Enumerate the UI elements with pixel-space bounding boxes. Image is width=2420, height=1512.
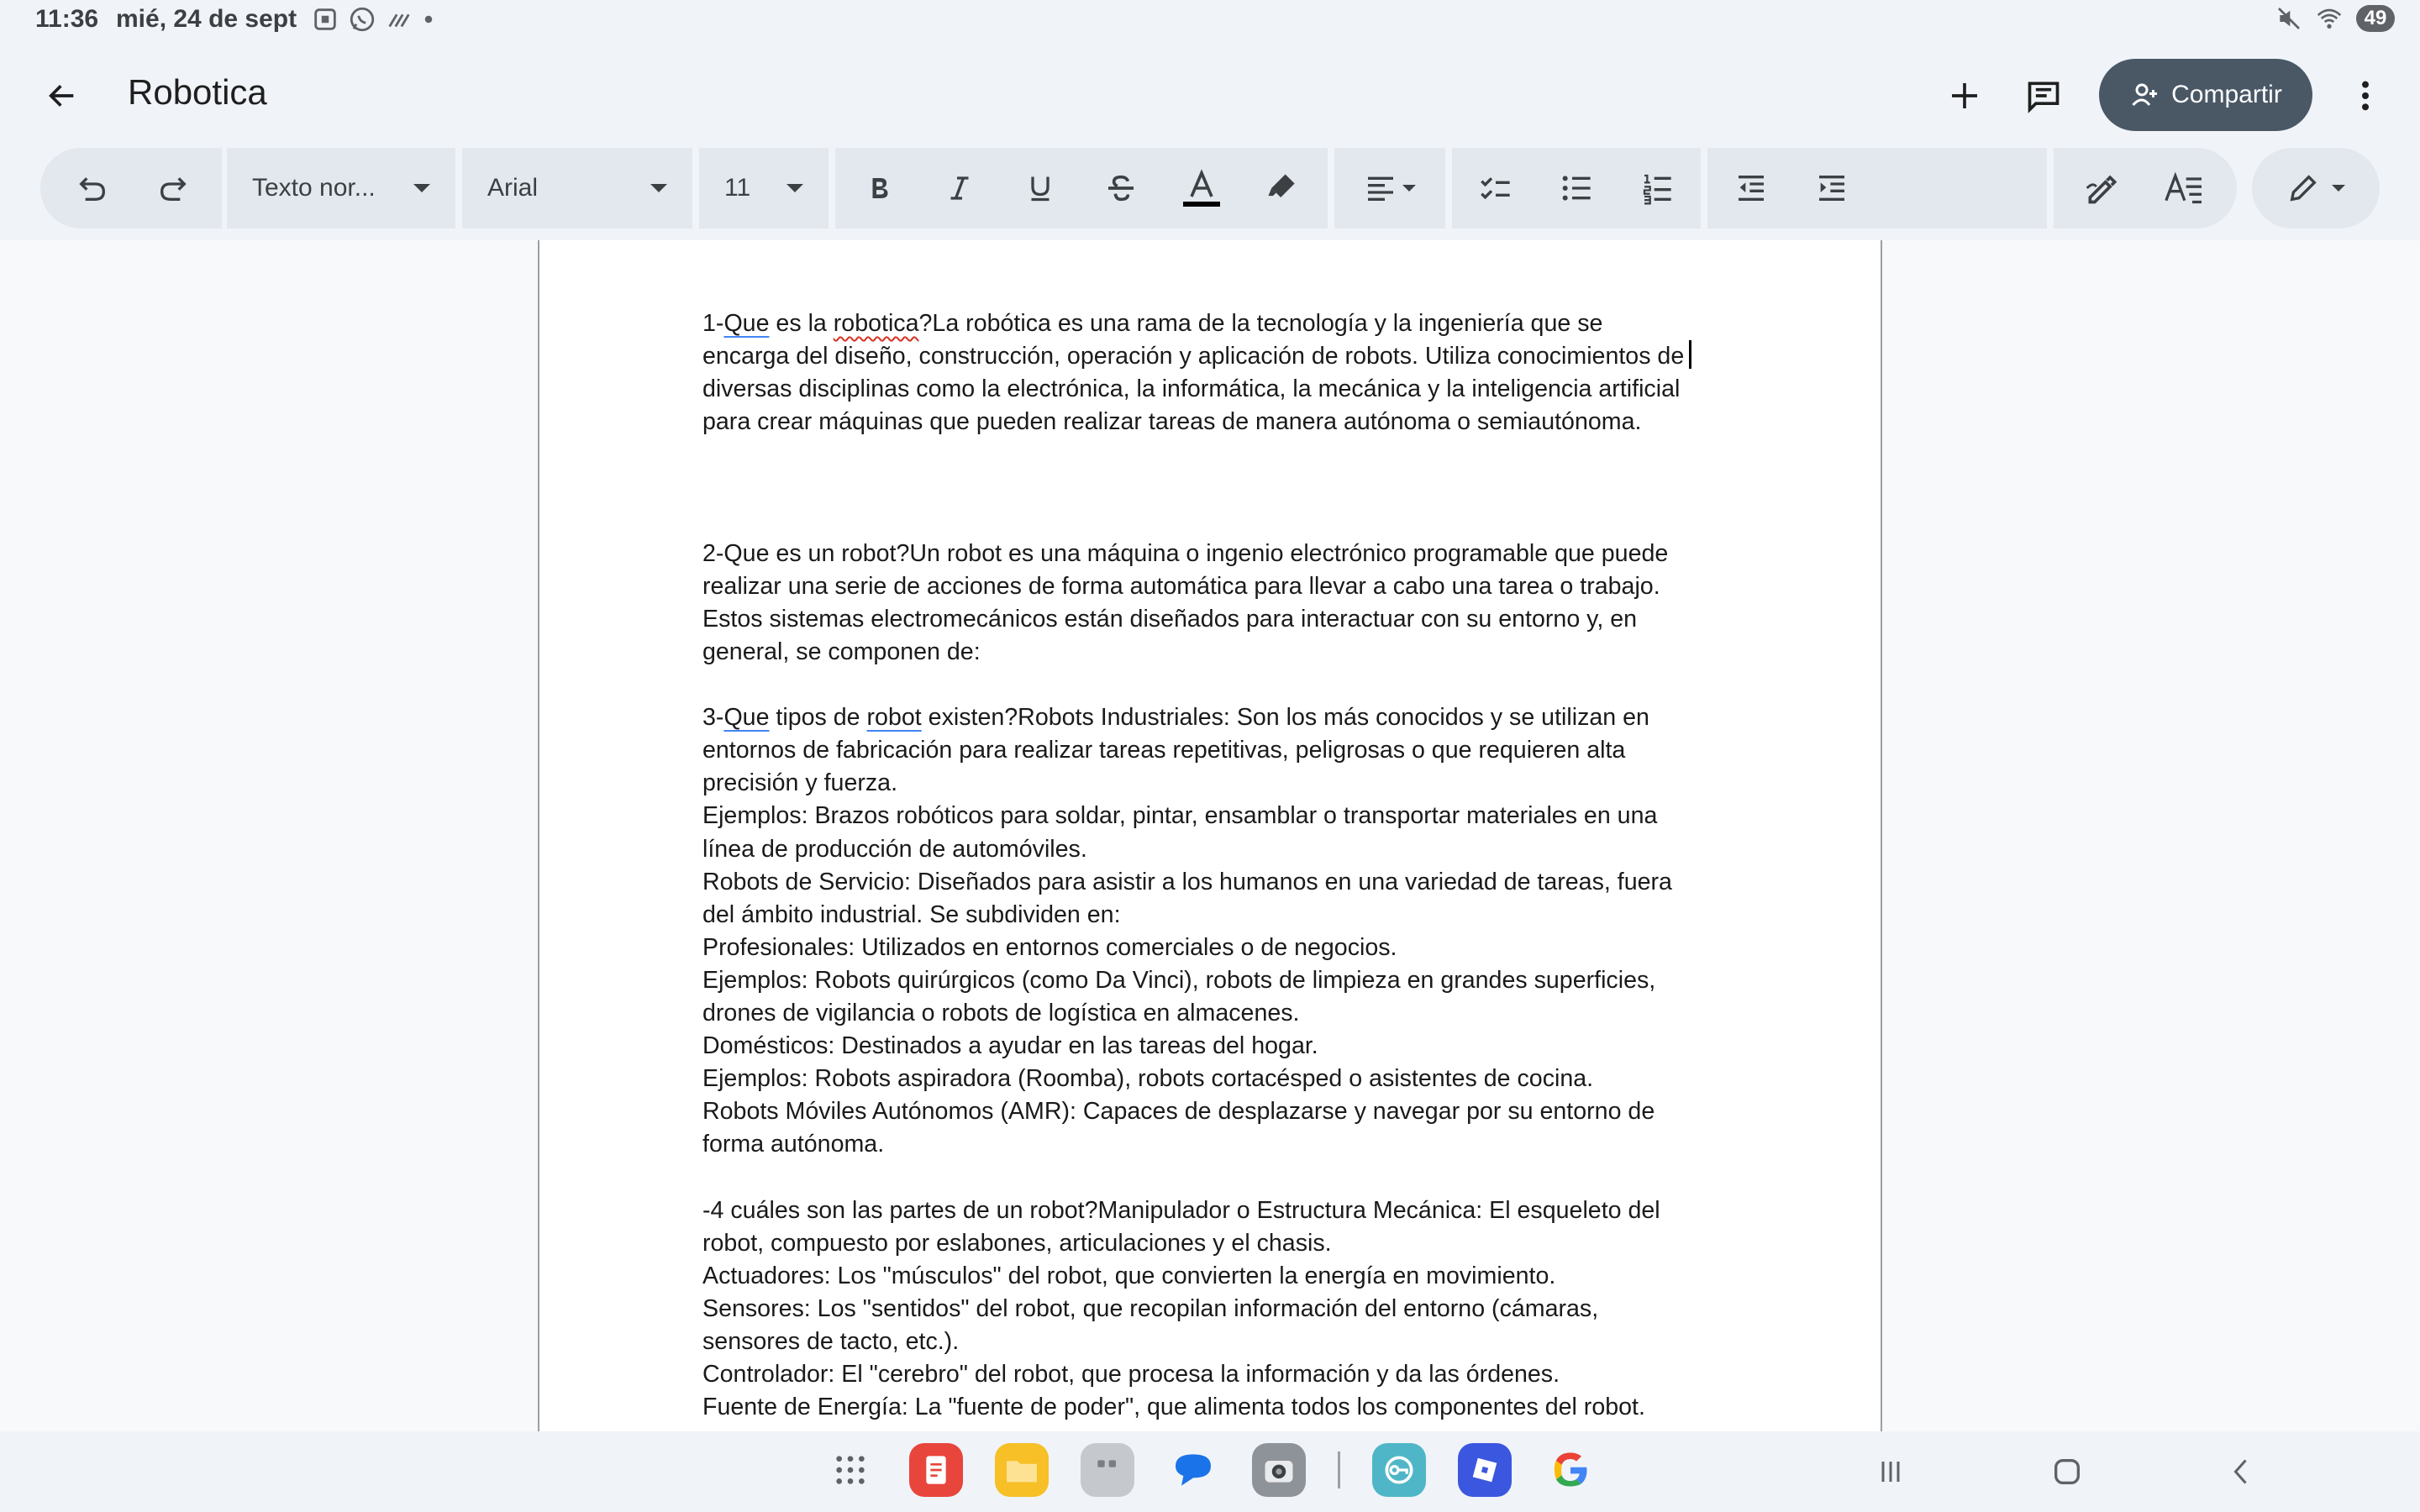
grammar-suggestion[interactable]: Que bbox=[723, 704, 770, 732]
numbered-list-button[interactable] bbox=[1617, 148, 1697, 228]
chevron-down-icon bbox=[2332, 185, 2345, 192]
chevron-left-icon bbox=[2227, 1455, 2257, 1488]
wifi-icon bbox=[2314, 5, 2344, 32]
paragraph-style-dropdown[interactable] bbox=[227, 148, 455, 228]
indent-group bbox=[1707, 148, 2047, 228]
paragraph-1: 1-Que es la robotica?La robótica es una rama de la tecnología y la ingeniería que se encarga del diseño, construcción, operación y aplicación de robots. Utiliza conocimientos de diversas disciplinas como la electrónica, la informática, la mecánica y la inteligencia artificial para crear máquinas que pueden realizar tareas de manera autónoma o semiautónoma. bbox=[702, 307, 1736, 438]
paragraph-style-label: Texto nor... bbox=[252, 174, 376, 202]
bulleted-list-button[interactable] bbox=[1536, 148, 1617, 228]
home-button[interactable] bbox=[2040, 1450, 2094, 1494]
text-format-group bbox=[835, 148, 1328, 228]
status-bar bbox=[0, 0, 2420, 44]
history-group bbox=[40, 148, 222, 228]
camera-app-icon[interactable] bbox=[1252, 1443, 1306, 1497]
document-body[interactable] bbox=[702, 307, 1736, 1424]
redo-button[interactable] bbox=[133, 148, 213, 228]
mute-icon bbox=[2275, 5, 2302, 32]
undo-icon bbox=[76, 171, 109, 205]
text-cursor bbox=[1689, 340, 1691, 369]
text-style-button[interactable] bbox=[2143, 148, 2223, 228]
notification-icons bbox=[311, 5, 435, 34]
extra-tools-group bbox=[2054, 148, 2237, 228]
more-vert-icon bbox=[2360, 79, 2370, 113]
paragraph-2: 2-Que es un robot?Un robot es una máquina o ingenio electrónico programable que puede realizar una serie de acciones de forma automática para llevar a cabo una tarea o trabajo. Estos sistemas electromecánicos están diseñados para interactuar con su entorno y, en general, se componen de: bbox=[702, 539, 1669, 665]
battery-indicator: 49 bbox=[2356, 5, 2395, 32]
font-family-dropdown[interactable] bbox=[462, 148, 692, 228]
spelling-error[interactable]: robotica bbox=[833, 310, 919, 337]
comments-button[interactable] bbox=[2017, 69, 2070, 123]
share-button[interactable] bbox=[2099, 59, 2312, 131]
share-label: Compartir bbox=[2171, 81, 2282, 108]
grammar-suggestion[interactable]: robot bbox=[866, 704, 922, 732]
wifi-calling-icon bbox=[385, 5, 413, 34]
redo-icon bbox=[156, 171, 190, 205]
more-options-button[interactable] bbox=[2344, 69, 2386, 123]
apps-grid-icon[interactable] bbox=[823, 1443, 877, 1497]
comment-icon bbox=[2025, 77, 2062, 114]
recents-icon bbox=[1874, 1457, 1907, 1487]
underline-button[interactable] bbox=[1000, 148, 1081, 228]
plus-icon bbox=[1948, 79, 1981, 113]
whatsapp-icon bbox=[348, 5, 376, 34]
files-app-icon[interactable] bbox=[995, 1443, 1049, 1497]
document-canvas[interactable] bbox=[0, 240, 2420, 1431]
increase-indent-icon bbox=[1815, 171, 1849, 205]
italic-button[interactable] bbox=[919, 148, 1000, 228]
bold-icon bbox=[864, 171, 894, 205]
text-color-icon bbox=[1181, 168, 1222, 208]
strikethrough-icon bbox=[1104, 171, 1138, 205]
app-dock bbox=[823, 1443, 1597, 1497]
bold-button[interactable] bbox=[839, 148, 919, 228]
chevron-down-icon bbox=[413, 184, 430, 192]
highlighter-icon bbox=[1264, 170, 1301, 207]
font-size-dropdown[interactable] bbox=[699, 148, 829, 228]
roblox-app-icon[interactable] bbox=[1458, 1443, 1512, 1497]
messages-app-icon[interactable] bbox=[1166, 1443, 1220, 1497]
arrow-back-icon bbox=[45, 79, 79, 113]
font-size-label: 11 bbox=[724, 174, 751, 202]
grammar-suggestion[interactable]: Que bbox=[723, 310, 770, 337]
add-person-icon bbox=[2129, 80, 2160, 110]
paragraph-4: -4 cuáles son las partes de un robot?Manipulador o Estructura Mecánica: El esqueleto del robot, compuesto por eslabones, articulaciones y el chasis. Actuadores: Los "músculos" del robot, que convierten la energía en movimiento. Sensores: Los "sentidos" del robot, que recopilan información del entorno (cámaras, sensores de tacto, etc.). Controlador: El "cerebro" del robot, que procesa la información y da las órdenes. Fuente de Energía: La "fuente de poder", que alimenta todos los componentes del robot. bbox=[702, 1196, 1660, 1421]
insert-button[interactable] bbox=[1938, 69, 1991, 123]
status-time: 11:36 bbox=[35, 5, 99, 33]
checklist-icon bbox=[1479, 171, 1512, 205]
chevron-down-icon bbox=[786, 184, 803, 192]
handwriting-icon bbox=[2084, 170, 2121, 207]
vpn-app-icon[interactable] bbox=[1372, 1443, 1426, 1497]
status-date: mié, 24 de sept bbox=[116, 5, 297, 33]
chevron-down-icon bbox=[650, 184, 667, 192]
underline-icon bbox=[1025, 171, 1055, 205]
document-title[interactable]: Robotica bbox=[128, 72, 267, 112]
checklist-button[interactable] bbox=[1455, 148, 1536, 228]
bulleted-list-icon bbox=[1560, 171, 1593, 205]
text-color-button[interactable] bbox=[1161, 148, 1242, 228]
pencil-icon bbox=[2286, 171, 2320, 205]
document-page[interactable] bbox=[538, 240, 1882, 1431]
decrease-indent-icon bbox=[1734, 171, 1768, 205]
highlight-color-button[interactable] bbox=[1242, 148, 1323, 228]
back-button[interactable] bbox=[37, 71, 87, 121]
list-group bbox=[1452, 148, 1701, 228]
clear-format-icon bbox=[2163, 170, 2203, 207]
home-icon bbox=[2050, 1455, 2084, 1488]
google-app-icon[interactable] bbox=[1544, 1443, 1597, 1497]
screenshot-icon bbox=[311, 5, 339, 34]
notes-app-icon[interactable] bbox=[909, 1443, 963, 1497]
decrease-indent-button[interactable] bbox=[1711, 148, 1791, 228]
folder-app-icon[interactable] bbox=[1081, 1443, 1134, 1497]
increase-indent-button[interactable] bbox=[1791, 148, 1872, 228]
system-icons bbox=[2275, 5, 2395, 32]
italic-icon bbox=[944, 171, 975, 205]
handwriting-button[interactable] bbox=[2062, 148, 2143, 228]
font-family-label: Arial bbox=[487, 174, 539, 202]
dock-divider bbox=[1338, 1452, 1340, 1488]
app-bar bbox=[0, 44, 2420, 148]
strikethrough-button[interactable] bbox=[1081, 148, 1161, 228]
navigation-bar bbox=[0, 1431, 2420, 1512]
align-dropdown[interactable] bbox=[1334, 148, 1445, 228]
recent-apps-button[interactable] bbox=[1864, 1450, 1918, 1494]
chevron-down-icon bbox=[1402, 185, 1416, 192]
editing-mode-dropdown[interactable] bbox=[2252, 148, 2380, 228]
numbered-list-icon bbox=[1640, 171, 1674, 205]
paragraph-3: 3-Que tipos de robot existen?Robots Industriales: Son los más conocidos y se utilizan en entornos de fabricación para realizar tareas repetitivas, peligrosas o que requieren alta precisión y fuerza. Ejemplos: Brazos robóticos para soldar, pintar, ensamblar o transportar materiales en una línea de producción de automóviles. Robots de Servicio: Diseñados para asistir a los humanos en una variedad de tareas, fuera del ámbito industrial. Se subdividen en: Profesionales: Utilizados en entornos comerciales o de negocios. Ejemplos: Robots quirúrgicos (como Da Vinci), robots de limpieza en grandes superficies, drones de vigilancia o robots de logística en almacenes. Domésticos: Destinados a ayudar en las tareas del hogar. Ejemplos: Robots aspiradora (Roomba), robots cortacésped o asistentes de cocina. Robots Móviles Autónomos (AMR): Capaces de desplazarse y navegar por su entorno de forma autónoma. bbox=[702, 704, 1672, 1158]
formatting-toolbar bbox=[0, 148, 2420, 240]
undo-button[interactable] bbox=[52, 148, 133, 228]
back-nav-button[interactable] bbox=[2215, 1450, 2269, 1494]
more-notifications-dot-icon bbox=[422, 5, 435, 34]
align-left-icon bbox=[1364, 171, 1397, 205]
